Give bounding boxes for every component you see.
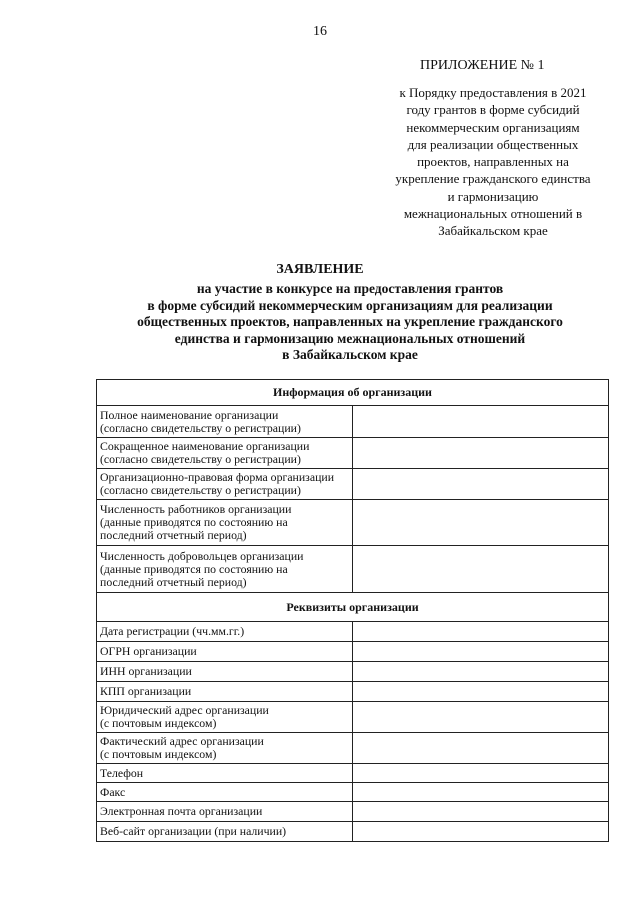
field-value[interactable]: [353, 546, 609, 593]
appendix-line: и гармонизацию: [447, 188, 539, 204]
field-label: Юридический адрес организации (с почтовым индексом): [97, 702, 353, 733]
field-value[interactable]: [353, 642, 609, 662]
field-value[interactable]: [353, 822, 609, 842]
table-row: [97, 822, 609, 842]
field-label: КПП организации: [97, 682, 353, 702]
field-value[interactable]: [353, 469, 609, 500]
statement-line: на участие в конкурсе на предоставления грантов: [196, 281, 504, 296]
statement-title: ЗАЯВЛЕНИЕ: [276, 262, 364, 277]
appendix-title: ПРИЛОЖЕНИЕ № 1: [420, 58, 545, 73]
statement-line: в Забайкальском крае: [282, 347, 418, 362]
field-label: ОГРН организации: [97, 642, 353, 662]
field-label: Веб-сайт организации (при наличии): [97, 822, 353, 842]
field-value[interactable]: [353, 682, 609, 702]
statement-line: единства и гармонизацию межнациональных отношений: [174, 330, 526, 346]
field-label: Численность добровольцев организации (данные приводятся по состоянию на последний отчетный период): [97, 546, 353, 593]
field-label: ИНН организации: [97, 662, 353, 682]
field-label: Организационно-правовая форма организации (согласно свидетельству о регистрации): [97, 469, 353, 500]
field-value[interactable]: [353, 438, 609, 469]
field-value[interactable]: [353, 702, 609, 733]
field-value[interactable]: [353, 500, 609, 546]
appendix-subtitle: [366, 84, 620, 240]
statement-line: в форме субсидий некоммерческим организациям для реализации: [147, 297, 553, 313]
field-value[interactable]: [353, 622, 609, 642]
field-label: Дата регистрации (чч.мм.гг.): [97, 622, 353, 642]
field-label: Телефон: [97, 764, 353, 783]
table-row: [97, 702, 609, 733]
details-section-header: Реквизиты организации: [97, 593, 609, 622]
organization-form-table: [96, 379, 609, 842]
page-number: 16: [313, 24, 327, 39]
statement-line: общественных проектов, направленных на укрепление гражданского: [137, 314, 563, 329]
table-row: [97, 500, 609, 546]
appendix-line: некоммерческим организациям: [406, 119, 580, 135]
field-label: Фактический адрес организации (с почтовым индексом): [97, 733, 353, 764]
section-header-row: [97, 593, 609, 622]
appendix-line: межнациональных отношений в: [403, 206, 583, 222]
table-row: [97, 802, 609, 822]
field-value[interactable]: [353, 662, 609, 682]
appendix-line: проектов, направленных на: [417, 154, 569, 170]
table-row: [97, 783, 609, 802]
table-row: [97, 662, 609, 682]
table-row: [97, 682, 609, 702]
field-value[interactable]: [353, 783, 609, 802]
field-label: Факс: [97, 783, 353, 802]
field-value[interactable]: [353, 406, 609, 438]
field-value[interactable]: [353, 764, 609, 783]
field-label: Сокращенное наименование организации (согласно свидетельству о регистрации): [97, 438, 353, 469]
table-row: [97, 469, 609, 500]
field-label: Электронная почта организации: [97, 802, 353, 822]
table-row: [97, 406, 609, 438]
table-row: [97, 622, 609, 642]
table-row: [97, 642, 609, 662]
field-label: Численность работников организации (данные приводятся по состоянию на последний отчетный период): [97, 500, 353, 546]
table-row: [97, 733, 609, 764]
appendix-line: Забайкальском крае: [438, 223, 548, 239]
field-value[interactable]: [353, 733, 609, 764]
info-section-header: Информация об организации: [97, 380, 609, 406]
appendix-line: для реализации общественных: [407, 136, 579, 152]
field-label: Полное наименование организации (согласно свидетельству о регистрации): [97, 406, 353, 438]
section-header-row: [97, 380, 609, 406]
table-row: [97, 764, 609, 783]
appendix-line: укрепление гражданского единства: [395, 171, 591, 187]
field-value[interactable]: [353, 802, 609, 822]
appendix-line: к Порядку предоставления в 2021: [399, 85, 587, 100]
table-row: [97, 546, 609, 593]
appendix-line: году грантов в форме субсидий: [406, 102, 580, 118]
table-row: [97, 438, 609, 469]
statement-subtitle: [100, 281, 600, 364]
